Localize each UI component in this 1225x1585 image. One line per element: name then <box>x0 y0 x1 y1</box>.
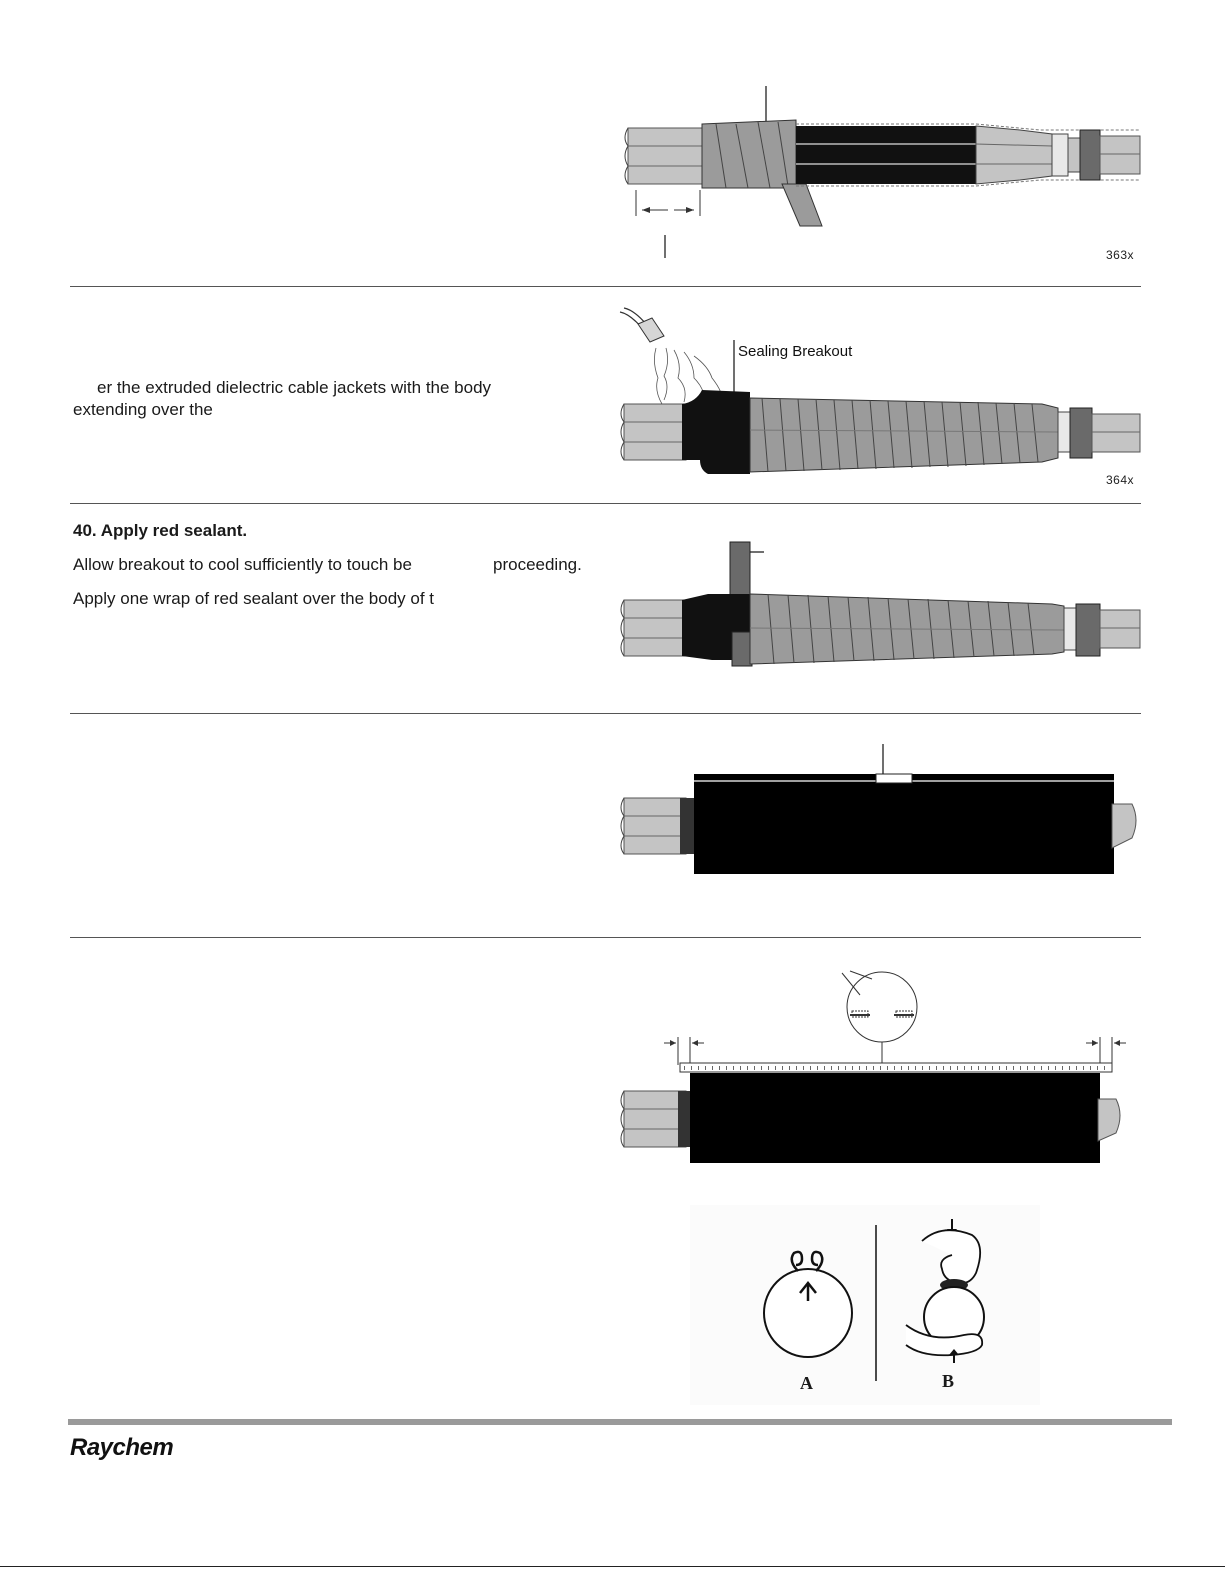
channel-closure-illustration <box>612 965 1145 1170</box>
panels-ab-illustration <box>690 1205 1040 1405</box>
figure-tape-wrap-cable <box>620 80 1145 270</box>
section-39-text-line2: extending over the <box>73 400 213 419</box>
section-divider <box>70 937 1141 938</box>
figure-number: 364x <box>1106 473 1135 487</box>
raychem-logo: Raychem <box>70 1434 174 1461</box>
sealing-breakout-label: Sealing Breakout <box>738 343 853 360</box>
page-bottom-rule <box>0 1566 1225 1567</box>
figure-sleeve-install <box>612 740 1145 880</box>
tape-wrap-illustration <box>620 80 1145 270</box>
footer-bar <box>68 1419 1172 1425</box>
red-sealant-illustration <box>612 530 1145 680</box>
section-divider <box>70 503 1141 504</box>
section-divider <box>70 713 1141 714</box>
step-40-text-line2: Apply one wrap of red sealant over the body of t <box>73 589 435 608</box>
step-40-title: 40. Apply red sealant. <box>73 521 248 540</box>
step-40-text-line1: Allow breakout to cool sufficiently to touch be <box>73 555 412 574</box>
sealing-breakout-illustration <box>612 300 1145 495</box>
figure-panels-ab <box>690 1205 1040 1405</box>
step-40-text-line1-end: proceeding. <box>493 555 582 574</box>
figure-red-sealant <box>612 530 1145 680</box>
sleeve-illustration <box>612 740 1145 880</box>
figure-number: 363x <box>1106 248 1135 262</box>
figure-sealing-breakout <box>612 300 1145 495</box>
figure-channel-closure <box>612 965 1145 1170</box>
section-39-text-line1: er the extruded dielectric cable jackets with the body <box>97 378 492 397</box>
section-divider <box>70 286 1141 287</box>
panel-a-label: A <box>800 1373 813 1393</box>
panel-b-label: B <box>942 1371 955 1391</box>
